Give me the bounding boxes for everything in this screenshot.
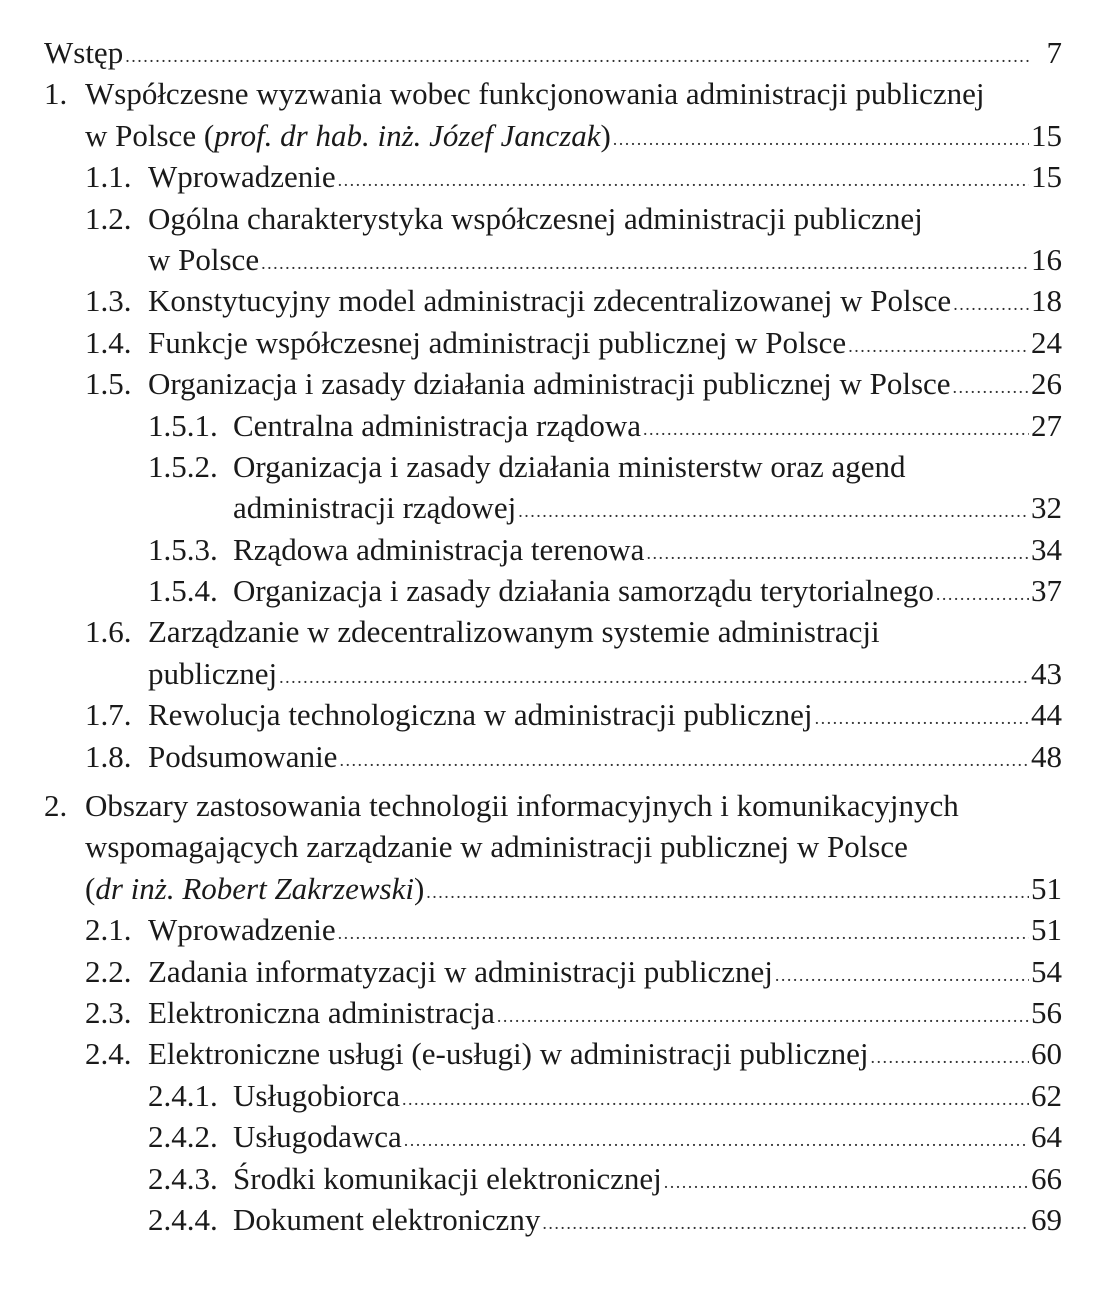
toc-entry-line xyxy=(0,73,1106,114)
toc-entry-page-number: 7 xyxy=(1046,35,1062,70)
toc-entry-line xyxy=(0,487,1106,528)
toc-entry-line xyxy=(0,1116,1106,1157)
toc-entry[interactable] xyxy=(0,363,1106,404)
table-of-contents xyxy=(0,32,1106,1240)
toc-entry-page-number: 64 xyxy=(1031,1119,1062,1155)
toc-entry-page-number: 16 xyxy=(1031,241,1062,277)
toc-entry-line xyxy=(0,405,1106,446)
toc-entry-title: Rządowa administracja terenowa xyxy=(233,531,645,567)
toc-entry-number: 1.5.4. xyxy=(148,573,218,609)
toc-entry-page-number: 15 xyxy=(1031,159,1062,195)
toc-entry-title: Rewolucja technologiczna w administracji publicznej xyxy=(148,697,813,733)
toc-entry-line xyxy=(0,239,1106,280)
toc-entry-page-number: 24 xyxy=(1031,324,1062,360)
toc-entry-number: 1.8. xyxy=(85,738,132,774)
toc-entry[interactable] xyxy=(0,951,1106,992)
dot-leader xyxy=(497,996,1029,1037)
toc-entry-page-number: 60 xyxy=(1031,1036,1062,1072)
toc-entry-line xyxy=(0,1033,1106,1074)
toc-entry-title: Ogólna charakterystyka współczesnej administracji publicznej xyxy=(148,200,923,236)
toc-entry-number: 1.5.2. xyxy=(148,448,218,484)
dot-leader xyxy=(815,698,1029,739)
toc-entry-number: 1.5.1. xyxy=(148,407,218,443)
toc-entry-line xyxy=(0,1199,1106,1240)
toc-entry-title: Zadania informatyzacji w administracji publicznej xyxy=(148,953,773,989)
toc-entry-page-number: 34 xyxy=(1031,531,1062,567)
toc-entry-page-number: 54 xyxy=(1031,953,1062,989)
toc-entry[interactable] xyxy=(0,1033,1106,1074)
toc-entry-line xyxy=(0,951,1106,992)
toc-entry-title: Wprowadzenie xyxy=(148,159,336,195)
toc-entry[interactable] xyxy=(0,992,1106,1033)
toc-entry[interactable] xyxy=(0,529,1106,570)
toc-entry[interactable] xyxy=(0,198,1106,281)
toc-entry-number: 1.7. xyxy=(85,697,132,733)
toc-entry-number: 1.5. xyxy=(85,366,132,402)
dot-leader xyxy=(261,243,1029,284)
toc-entry[interactable] xyxy=(0,280,1106,321)
toc-entry-title: Centralna administracja rządowa xyxy=(233,407,641,443)
toc-entry-number: 2.4. xyxy=(85,1036,132,1072)
toc-entry-page-number: 51 xyxy=(1031,870,1062,906)
toc-entry-number: 1. xyxy=(44,76,68,112)
toc-entry[interactable] xyxy=(0,322,1106,363)
dot-leader xyxy=(125,36,1030,77)
toc-entry[interactable] xyxy=(0,611,1106,694)
toc-entry[interactable] xyxy=(0,405,1106,446)
toc-entry[interactable] xyxy=(0,32,1106,73)
toc-entry-line xyxy=(0,322,1106,363)
dot-leader xyxy=(542,1203,1029,1244)
toc-entry-title: Wprowadzenie xyxy=(148,912,336,948)
toc-entry-page-number: 15 xyxy=(1031,117,1062,153)
toc-entry-title: Obszary zastosowania technologii informacyjnych i komunikacyjnych xyxy=(85,788,959,824)
toc-entry-line xyxy=(0,198,1106,239)
toc-entry-number: 1.6. xyxy=(85,614,132,650)
toc-entry-title: Organizacja i zasady działania samorządu terytorialnego xyxy=(233,573,934,609)
toc-entry-line xyxy=(0,32,1106,73)
toc-entry[interactable] xyxy=(0,156,1106,197)
toc-entry-title: Usługobiorca xyxy=(233,1077,401,1113)
toc-entry-line xyxy=(0,611,1106,652)
toc-entry-number: 1.1. xyxy=(85,159,132,195)
toc-entry-line xyxy=(0,446,1106,487)
toc-entry-line xyxy=(0,992,1106,1033)
toc-entry-title: Organizacja i zasady działania ministerstw oraz agend xyxy=(233,448,906,484)
toc-entry-title: Środki komunikacji elektronicznej xyxy=(233,1160,662,1196)
toc-entry-title: publicznej xyxy=(148,655,278,691)
dot-leader xyxy=(402,1079,1029,1120)
dot-leader xyxy=(953,367,1029,408)
toc-entry-number: 2.2. xyxy=(85,953,132,989)
toc-entry-page-number: 18 xyxy=(1031,283,1062,319)
toc-entry-line xyxy=(0,115,1106,156)
toc-entry-title: administracji rządowej xyxy=(233,490,517,526)
toc-entry-number: 2.4.3. xyxy=(148,1160,218,1196)
toc-entry-line xyxy=(0,909,1106,950)
toc-entry-number: 1.3. xyxy=(85,283,132,319)
toc-entry-page-number: 32 xyxy=(1031,490,1062,526)
toc-entry-number: 2.4.4. xyxy=(148,1201,218,1237)
toc-entry-line xyxy=(0,1158,1106,1199)
toc-entry[interactable] xyxy=(0,1158,1106,1199)
toc-entry-page-number: 51 xyxy=(1031,912,1062,948)
toc-entry-title: Podsumowanie xyxy=(148,738,338,774)
toc-entry-number: 1.5.3. xyxy=(148,531,218,567)
toc-entry[interactable] xyxy=(0,1075,1106,1116)
toc-entry-page-number: 44 xyxy=(1031,697,1062,733)
toc-entry-title: Wstęp xyxy=(44,35,124,70)
toc-entry[interactable] xyxy=(0,1116,1106,1157)
dot-leader xyxy=(775,955,1029,996)
toc-entry-page-number: 69 xyxy=(1031,1201,1062,1237)
toc-entry-title: Elektroniczne usługi (e-usługi) w administracji publicznej xyxy=(148,1036,869,1072)
toc-entry[interactable] xyxy=(0,570,1106,611)
dot-leader xyxy=(426,872,1029,913)
toc-entry-number: 2.4.2. xyxy=(148,1119,218,1155)
dot-leader xyxy=(404,1120,1029,1161)
dot-leader xyxy=(848,326,1029,367)
dot-leader xyxy=(279,657,1029,698)
toc-entry-line xyxy=(0,868,1106,909)
toc-entry[interactable] xyxy=(0,909,1106,950)
toc-entry-number: 1.4. xyxy=(85,324,132,360)
toc-entry[interactable] xyxy=(0,1199,1106,1240)
toc-entry[interactable] xyxy=(0,785,1106,909)
toc-entry-title: Zarządzanie w zdecentralizowanym systemie administracji xyxy=(148,614,880,650)
toc-entry-title: w Polsce xyxy=(148,241,260,277)
dot-leader xyxy=(613,119,1029,160)
dot-leader xyxy=(338,160,1029,201)
dot-leader xyxy=(646,533,1029,574)
dot-leader xyxy=(953,284,1029,325)
toc-entry-title: Konstytucyjny model administracji zdecentralizowanej w Polsce xyxy=(148,283,952,319)
toc-entry-line xyxy=(0,736,1106,777)
dot-leader xyxy=(664,1162,1029,1203)
toc-entry-line xyxy=(0,280,1106,321)
toc-entry-title: w Polsce ( xyxy=(85,117,215,153)
toc-entry-number: 2.3. xyxy=(85,994,132,1030)
toc-entry-title: ( xyxy=(85,870,96,906)
toc-entry-title: Funkcje współczesnej administracji publicznej w Polsce xyxy=(148,324,847,360)
toc-entry-page-number: 26 xyxy=(1031,366,1062,402)
dot-leader xyxy=(871,1037,1029,1078)
toc-entry-author-close: ) xyxy=(413,870,425,906)
toc-entry-page-number: 37 xyxy=(1031,573,1062,609)
dot-leader xyxy=(643,409,1029,450)
toc-entry-page-number: 48 xyxy=(1031,738,1062,774)
toc-entry-number: 2.1. xyxy=(85,912,132,948)
toc-entry-title: Dokument elektroniczny xyxy=(233,1201,541,1237)
toc-entry-author: dr inż. Robert Zakrzewski xyxy=(95,870,414,906)
toc-entry-author-close: ) xyxy=(600,117,611,153)
toc-entry-number: 2. xyxy=(44,788,68,824)
toc-entry-page-number: 56 xyxy=(1031,994,1062,1030)
toc-entry-page-number: 27 xyxy=(1031,407,1062,443)
toc-entry-page-number: 43 xyxy=(1031,655,1062,691)
toc-entry-line xyxy=(0,570,1106,611)
toc-entry-line xyxy=(0,156,1106,197)
toc-entry-line xyxy=(0,826,1106,867)
toc-entry-page-number: 62 xyxy=(1031,1077,1062,1113)
toc-entry-number: 1.2. xyxy=(85,200,132,236)
toc-entry-title: Elektroniczna administracja xyxy=(148,994,495,1030)
toc-entry-title: wspomagających zarządzanie w administracji publicznej w Polsce xyxy=(85,829,908,865)
toc-entry-title: Organizacja i zasady działania administracji publicznej w Polsce xyxy=(148,366,951,402)
toc-entry[interactable] xyxy=(0,736,1106,777)
toc-entry-line xyxy=(0,653,1106,694)
toc-entry-line xyxy=(0,694,1106,735)
toc-entry-line xyxy=(0,363,1106,404)
toc-entry-number: 2.4.1. xyxy=(148,1077,218,1113)
toc-entry[interactable] xyxy=(0,694,1106,735)
dot-leader xyxy=(338,913,1029,954)
toc-entry-page-number: 66 xyxy=(1031,1160,1062,1196)
dot-leader xyxy=(936,574,1029,615)
toc-entry-line xyxy=(0,529,1106,570)
toc-entry-line xyxy=(0,785,1106,826)
dot-leader xyxy=(339,740,1029,781)
toc-entry[interactable] xyxy=(0,73,1106,156)
toc-entry-author: prof. dr hab. inż. Józef Janczak xyxy=(214,117,601,153)
dot-leader xyxy=(518,491,1029,532)
toc-entry[interactable] xyxy=(0,446,1106,529)
toc-entry-title: Współczesne wyzwania wobec funkcjonowania administracji publicznej xyxy=(85,76,985,112)
toc-entry-title: Usługodawca xyxy=(233,1119,402,1155)
toc-entry-line xyxy=(0,1075,1106,1116)
